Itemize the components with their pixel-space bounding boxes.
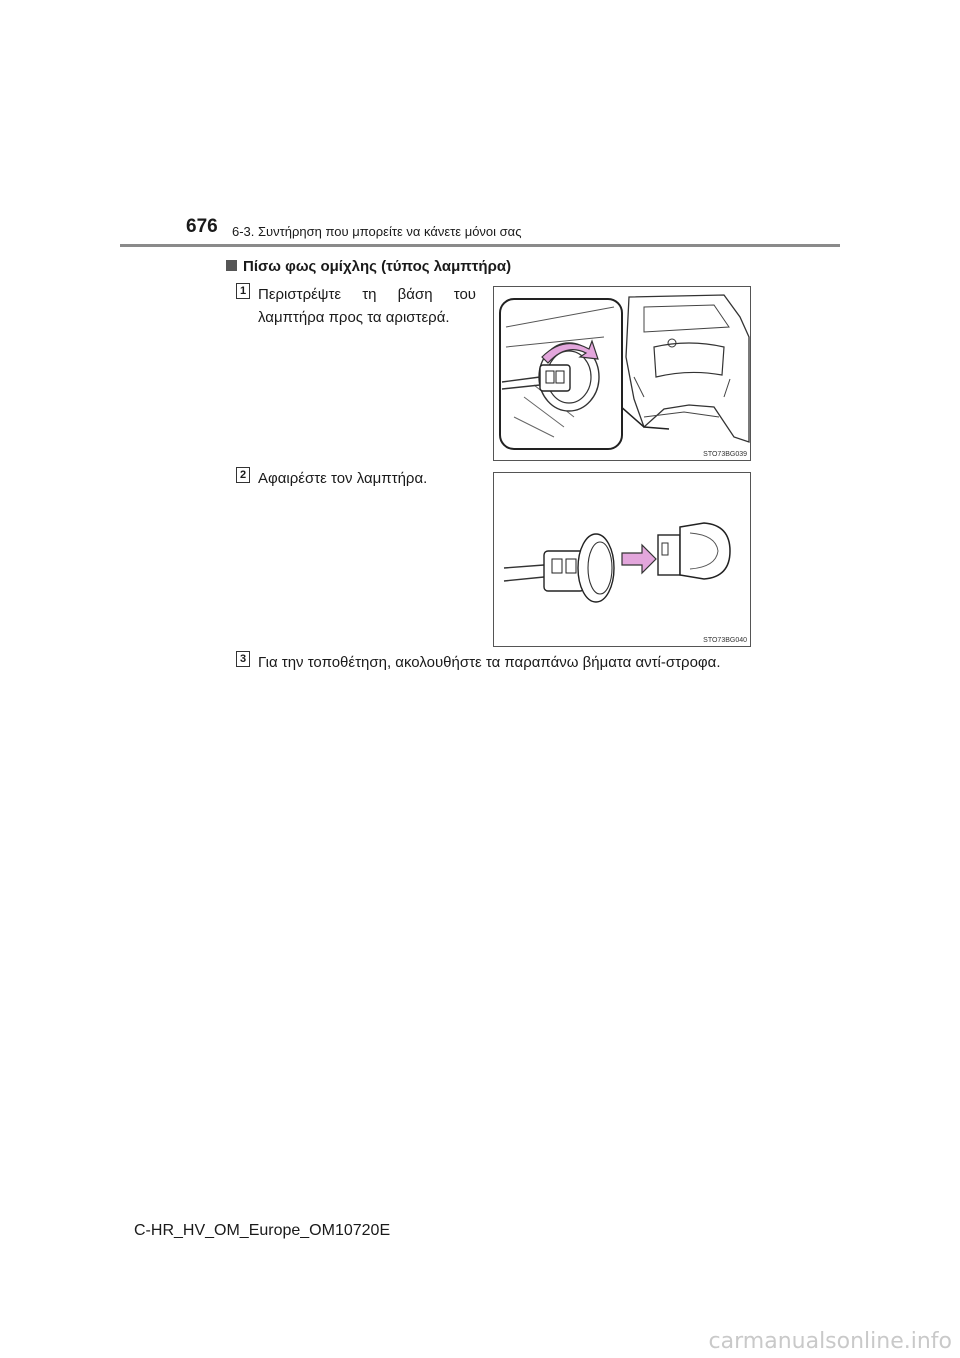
watermark: carmanualsonline.info — [708, 1329, 952, 1354]
header-rule — [120, 244, 840, 247]
step-badge-2: 2 — [236, 467, 250, 483]
subheading — [226, 258, 511, 275]
bulb-removal-image — [494, 473, 750, 646]
illustration-rotate-bulb-base — [493, 286, 751, 461]
illustration-remove-bulb — [493, 472, 751, 647]
step-badge-1: 1 — [236, 283, 250, 299]
step-text-3: Για την τοποθέτηση, ακολουθήστε τα παραπάνω βήματα αντί-στροφα. — [258, 654, 721, 671]
subheading-text: Πίσω φως ομίχλης (τύπος λαμπτήρα) — [243, 258, 512, 275]
section-title: 6-3. Συντήρηση που μπορείτε να κάνετε μόνοι σας — [232, 224, 522, 239]
page-number: 676 — [186, 216, 218, 237]
figure-code: STO73BG040 — [703, 637, 747, 644]
rear-fog-light-socket-image — [494, 287, 750, 460]
step-text-2: Αφαιρέστε τον λαμπτήρα. — [258, 470, 428, 487]
step-badge-3: 3 — [236, 651, 250, 667]
step-text-1: Περιστρέψτε τη βάση του λαμπτήρα προς τα αριστερά. — [258, 286, 476, 326]
footer-doc-id: C-HR_HV_OM_Europe_OM10720E — [134, 1222, 391, 1239]
figure-code: STO73BG039 — [703, 451, 747, 458]
square-bullet-icon — [226, 260, 237, 271]
